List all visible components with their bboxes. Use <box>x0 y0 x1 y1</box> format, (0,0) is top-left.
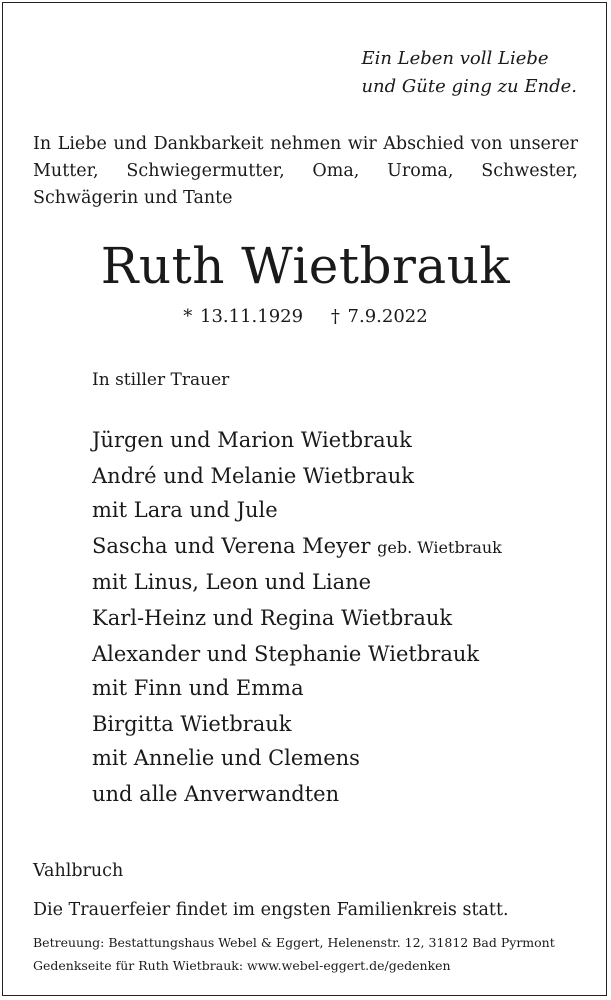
family-names: Karl-Heinz und Regina Wietbrauk <box>92 606 453 630</box>
family-names-text: Sascha und Verena Meyer <box>92 534 371 558</box>
family-names: Alexander und Stephanie Wietbrauk <box>92 642 480 666</box>
service-note: Die Trauerfeier findet im engsten Familienkreis statt. <box>33 900 509 920</box>
life-dates <box>0 306 611 327</box>
intro-text: In Liebe und Dankbarkeit nehmen wir Abschied von unserer Mutter, Schwiegermutter, Oma, Uroma, Schwester, Schwägerin und Tante <box>33 134 578 208</box>
town: Vahlbruch <box>33 861 124 881</box>
birth-date: * 13.11.1929 <box>183 306 304 327</box>
family-names: André und Melanie Wietbrauk <box>92 464 415 488</box>
motto-line: Ein Leben voll Liebe <box>361 48 549 69</box>
motto-line: und Güte ging zu Ende. <box>361 76 577 97</box>
family-children: mit Finn und Emma <box>92 676 304 700</box>
family-entry <box>92 529 592 599</box>
maiden-name-note: geb. Wietbrauk <box>377 538 502 557</box>
family-children: mit Linus, Leon und Liane <box>92 570 372 594</box>
family-children: mit Annelie und Clemens <box>92 746 360 770</box>
grief-line: In stiller Trauer <box>92 370 230 390</box>
family-names: Jürgen und Marion Wietbrauk <box>92 428 412 452</box>
family-entry <box>92 777 592 811</box>
family-entry <box>92 459 592 527</box>
family-names: und alle Anverwandten <box>92 782 340 806</box>
family-names: Birgitta Wietbrauk <box>92 712 292 736</box>
deceased-name: Ruth Wietbrauk <box>100 237 511 295</box>
family-entry <box>92 707 592 775</box>
family-entry <box>92 637 592 705</box>
family-names <box>92 529 592 565</box>
family-children: mit Lara und Jule <box>92 498 278 522</box>
family-entry <box>92 423 592 457</box>
funeral-home-info: Betreuung: Bestattungshaus Webel & Eggert, Helenenstr. 12, 31812 Bad Pyrmont <box>33 935 555 950</box>
memorial-page-info: Gedenkseite für Ruth Wietbrauk: www.webel-eggert.de/gedenken <box>33 958 451 973</box>
family-entry <box>92 601 592 635</box>
motto <box>361 45 577 101</box>
family-list <box>92 423 592 813</box>
death-date: † 7.9.2022 <box>330 306 428 327</box>
